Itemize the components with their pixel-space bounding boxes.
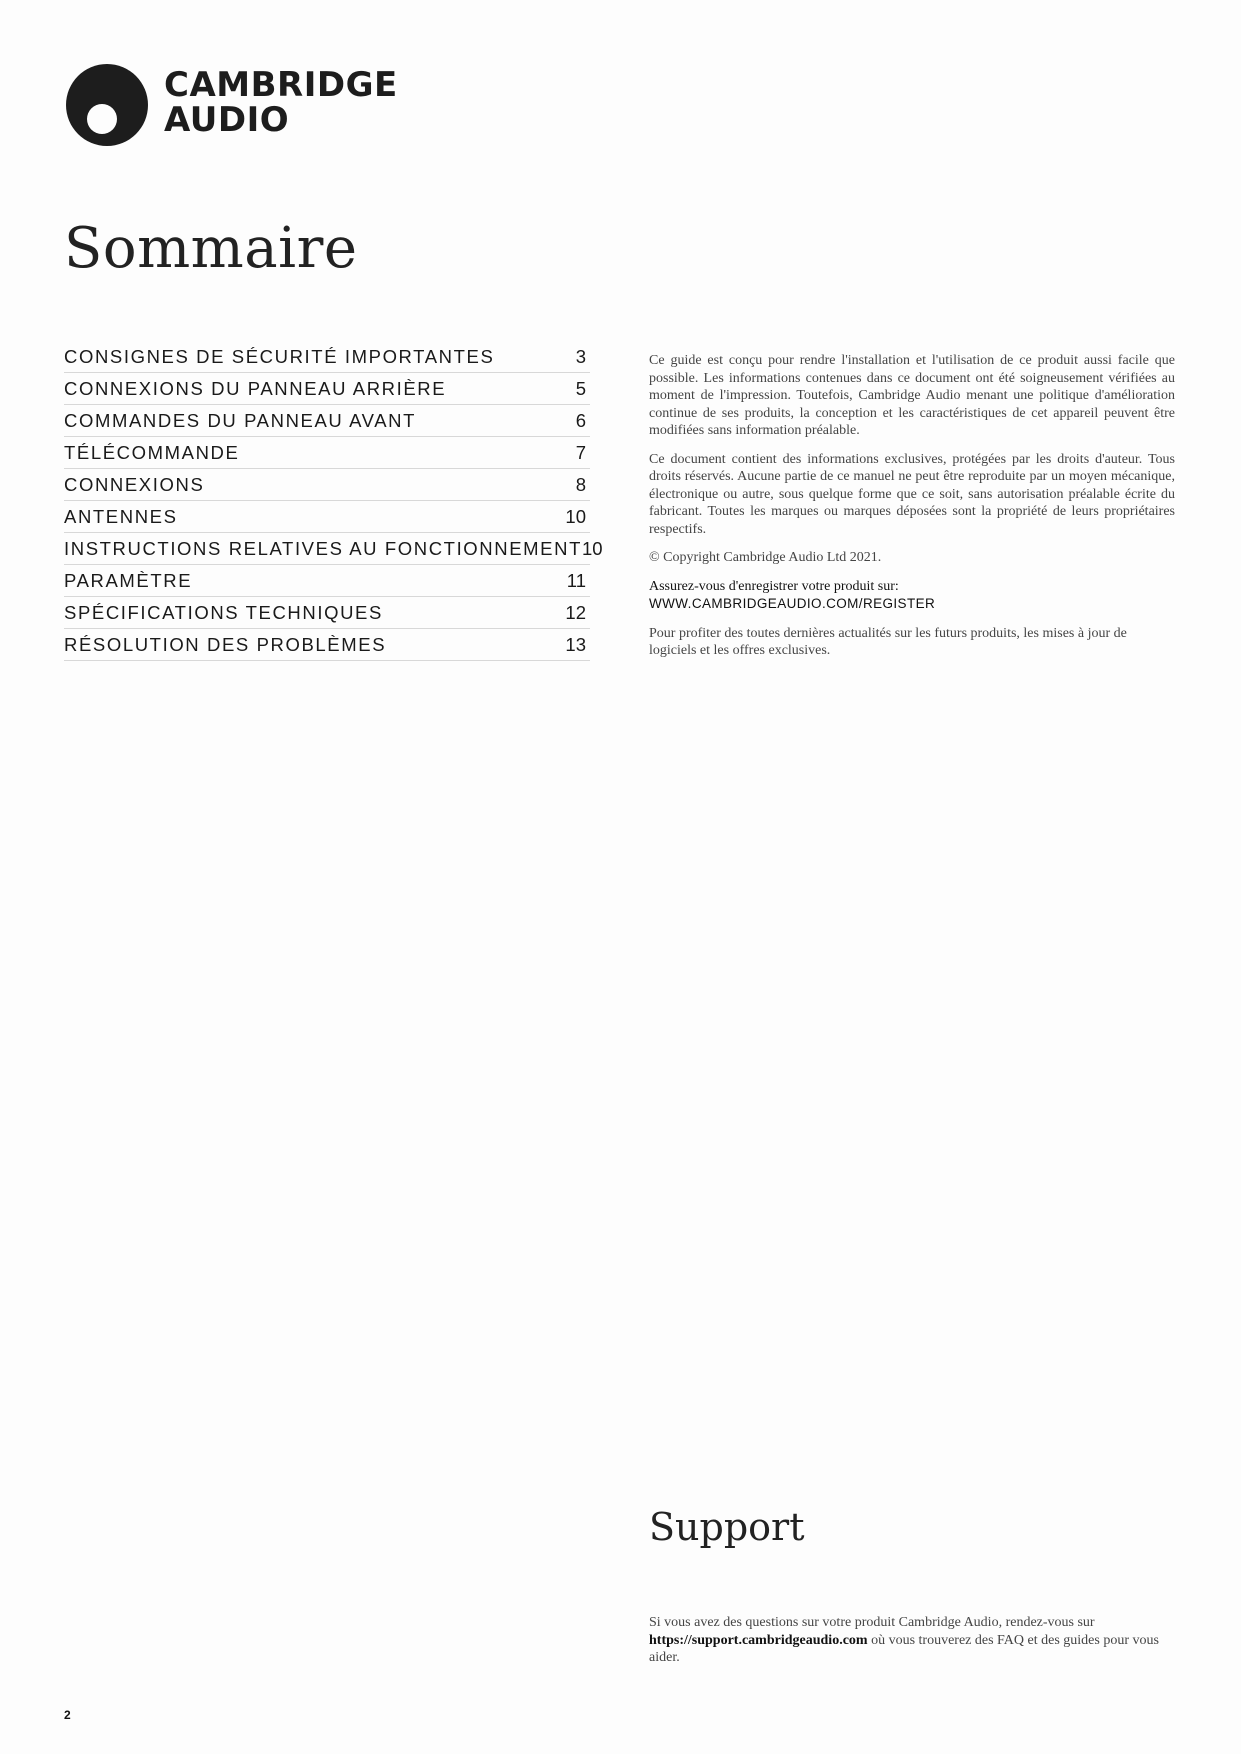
toc-entry-page: 12 <box>565 602 586 623</box>
toc-entry-label: RÉSOLUTION DES PROBLÈMES <box>64 634 387 655</box>
toc-entry-page: 6 <box>575 410 586 431</box>
toc-entry-page: 3 <box>575 346 586 367</box>
support-text-intro: Si vous avez des questions sur votre produit Cambridge Audio, rendez-vous sur <box>649 1615 1095 1630</box>
support-paragraph <box>649 1614 1169 1667</box>
toc-entry-label: ANTENNES <box>64 506 178 527</box>
toc-entry-page: 7 <box>575 442 586 463</box>
toc-entry-page: 10 <box>581 538 603 559</box>
toc-entry-page: 8 <box>575 474 586 495</box>
toc-entry[interactable] <box>64 534 603 565</box>
support-heading: Support <box>649 1505 805 1549</box>
page-title: Sommaire <box>64 216 358 281</box>
toc-entry[interactable] <box>64 566 590 597</box>
toc-entry-label: CONNEXIONS <box>64 474 205 495</box>
logo-mark-icon <box>66 64 148 146</box>
info-paragraph-offers: Pour profiter des toutes dernières actualités sur les futurs produits, les mises à jour de logiciels et les offres exclusives. <box>649 625 1127 658</box>
toc-entry-page: 10 <box>565 506 586 527</box>
logo-line-1: CAMBRIDGE <box>164 65 398 105</box>
toc-entry[interactable] <box>64 406 590 437</box>
toc-entry-label: COMMANDES DU PANNEAU AVANT <box>64 410 417 431</box>
support-text-outro: où vous trouverez des FAQ et des guides pour vous aider. <box>649 1632 1159 1665</box>
toc-entry[interactable] <box>64 438 590 469</box>
info-paragraph-rights: Ce document contient des informations exclusives, protégées par les droits d'auteur. Tous droits réservés. Aucune partie de ce manuel ne peut être reproduite par un moyen mécanique, électronique ou autre, sous quelque forme que ce soit, sans autorisation préalable écrite du fabricant. Toutes les marques ou marques déposées sont la propriété de leurs propriétaires respectifs. <box>649 451 1175 537</box>
logo-wordmark <box>164 65 398 140</box>
toc-entry-label: PARAMÈTRE <box>64 570 193 591</box>
toc-entry-label: CONSIGNES DE SÉCURITÉ IMPORTANTES <box>64 346 495 367</box>
info-paragraph-guide: Ce guide est conçu pour rendre l'installation et l'utilisation de ce produit aussi facile que possible. Les informations contenues dans ce document ont été soigneusement vérifiées au moment de l'impression. Toutefois, Cambridge Audio menant une politique d'amélioration continue de ses produits, la conception et les caractéristiques de cet appareil peuvent être modifiées sans information préalable. <box>649 353 1175 438</box>
toc-entry[interactable] <box>64 630 590 661</box>
toc-entry-page: 11 <box>566 570 586 591</box>
info-column <box>649 352 1175 671</box>
toc-entry[interactable] <box>64 342 590 373</box>
toc-entry-label: SPÉCIFICATIONS TECHNIQUES <box>64 602 383 623</box>
table-of-contents <box>64 342 603 662</box>
register-prompt: Assurez-vous d'enregistrer votre produit sur: <box>649 578 899 594</box>
toc-entry-label: INSTRUCTIONS RELATIVES AU FONCTIONNEMENT <box>64 538 582 559</box>
toc-entry-page: 13 <box>565 634 586 655</box>
cambridge-audio-logo <box>66 64 406 154</box>
toc-entry[interactable] <box>64 502 590 533</box>
toc-entry[interactable] <box>64 470 590 501</box>
toc-entry-label: TÉLÉCOMMANDE <box>64 442 240 463</box>
toc-entry[interactable] <box>64 374 590 405</box>
register-link[interactable]: WWW.CAMBRIDGEAUDIO.COM/REGISTER <box>649 596 936 611</box>
support-link[interactable]: https://support.cambridgeaudio.com <box>649 1632 868 1648</box>
toc-entry-page: 5 <box>575 378 586 399</box>
page-number: 2 <box>64 1708 71 1722</box>
toc-entry[interactable] <box>64 598 590 629</box>
toc-entry-label: CONNEXIONS DU PANNEAU ARRIÈRE <box>64 378 447 399</box>
logo-line-2: AUDIO <box>164 100 290 140</box>
copyright-notice: © Copyright Cambridge Audio Ltd 2021. <box>649 550 882 565</box>
